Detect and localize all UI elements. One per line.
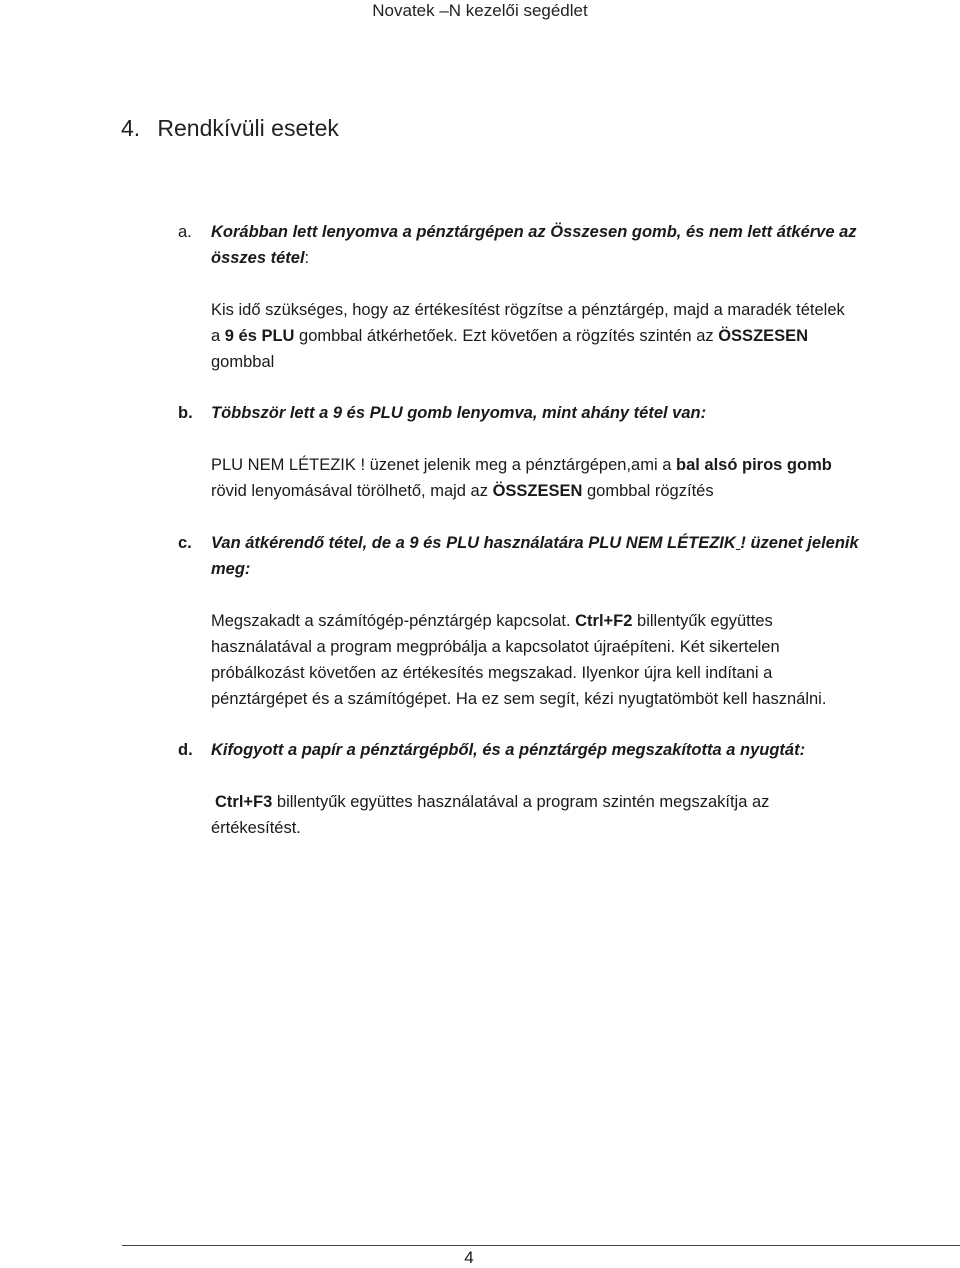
- section-b-body-line2-pre: rövid lenyomásával törölhető, majd az: [211, 482, 493, 500]
- section-b-marker: b.: [178, 404, 193, 422]
- section-d-heading: Kifogyott a papír a pénztárgépből, és a pénztárgép megszakította a nyugtát:: [211, 741, 806, 759]
- section-c-body-line1-post: billentyűk együttes: [632, 612, 773, 630]
- section-c-body-line2: használatával a program megpróbálja a kapcsolatot újraépíteni. Két sikertelen: [211, 638, 780, 656]
- section-c-body-line1: [211, 608, 871, 634]
- section-a-marker: a.: [178, 223, 192, 241]
- section-c-heading-line1: [211, 530, 871, 556]
- section-d-marker: d.: [178, 741, 193, 759]
- section-a-body-line2-post: gombbal átkérhetőek. Ezt követően a rögzítés szintén az: [294, 327, 719, 345]
- page-header: Novatek –N kezelői segédlet: [372, 1, 588, 20]
- section-b-body-line1: [211, 452, 871, 478]
- section-b-body-line2-post: gombbal rögzítés: [582, 482, 714, 500]
- section-d-body-line1: [211, 789, 871, 815]
- section-c-body-line1-bold: Ctrl+F2: [575, 612, 633, 630]
- section-b-body-line2: [211, 478, 871, 504]
- section-a-heading-colon: :: [304, 249, 310, 267]
- section-a-body-line2-bold: 9 és PLU: [224, 327, 295, 345]
- section-c-body-line3: próbálkozást követően az értékesítés megszakad. Ilyenkor újra kell indítani a: [211, 664, 773, 682]
- section-a-body-line2: [211, 323, 871, 349]
- section-c-body-line4: pénztárgépet és a számítógépet. Ha ez sem segít, kézi nyugtatömböt kell használni.: [211, 690, 827, 708]
- section-d-body-line1-bold: Ctrl+F3: [215, 793, 273, 811]
- section-a-body: [211, 297, 871, 375]
- section-b-body-line2-bold: ÖSSZESEN: [492, 482, 583, 500]
- chapter-number: 4.: [121, 115, 141, 141]
- footer-divider: [122, 1245, 960, 1246]
- page-number: 4: [464, 1248, 474, 1267]
- section-b-body-line1-bold: bal alsó piros gomb: [675, 456, 832, 474]
- section-c-body-line1-pre: Megszakadt a számítógép-pénztárgép kapcsolat.: [211, 612, 576, 630]
- section-c-heading-line1-pre: Van átkérendő tétel, de a 9 és PLU használatára PLU NEM LÉTEZIK: [211, 534, 736, 552]
- section-c-marker: c.: [178, 534, 192, 552]
- section-b-body-line1-pre: PLU NEM LÉTEZIK ! üzenet jelenik meg a pénztárgépen,ami a: [211, 456, 676, 474]
- section-a-heading: [211, 219, 871, 271]
- chapter-title: [121, 114, 339, 142]
- section-d-body: [211, 789, 871, 841]
- section-c-body: [211, 608, 871, 712]
- section-c-heading-line2: meg:: [211, 560, 251, 578]
- section-a-body-line2-bold2: ÖSSZESEN: [718, 327, 809, 345]
- section-d-body-line2: értékesítést.: [211, 819, 301, 837]
- section-c-heading-line1-post: ! üzenet jelenik: [740, 534, 859, 552]
- section-a-body-line1: Kis idő szükséges, hogy az értékesítést rögzítse a pénztárgép, majd a maradék tételek: [211, 301, 845, 319]
- section-a-heading-line2: összes tétel: [211, 249, 305, 267]
- section-a-body-line3: gombbal: [211, 353, 275, 371]
- section-a-body-line2-pre: a: [211, 327, 225, 345]
- section-a-heading-line1: Korábban lett lenyomva a pénztárgépen az Összesen gomb, és nem lett átkérve az: [211, 223, 857, 241]
- section-d-body-line1-post: billentyűk együttes használatával a program szintén megszakítja az: [272, 793, 770, 811]
- section-b-body: [211, 452, 871, 504]
- section-b-heading: Többször lett a 9 és PLU gomb lenyomva, mint ahány tétel van:: [211, 404, 707, 422]
- section-c-heading: [211, 530, 871, 582]
- chapter-title-text: Rendkívüli esetek: [157, 115, 339, 141]
